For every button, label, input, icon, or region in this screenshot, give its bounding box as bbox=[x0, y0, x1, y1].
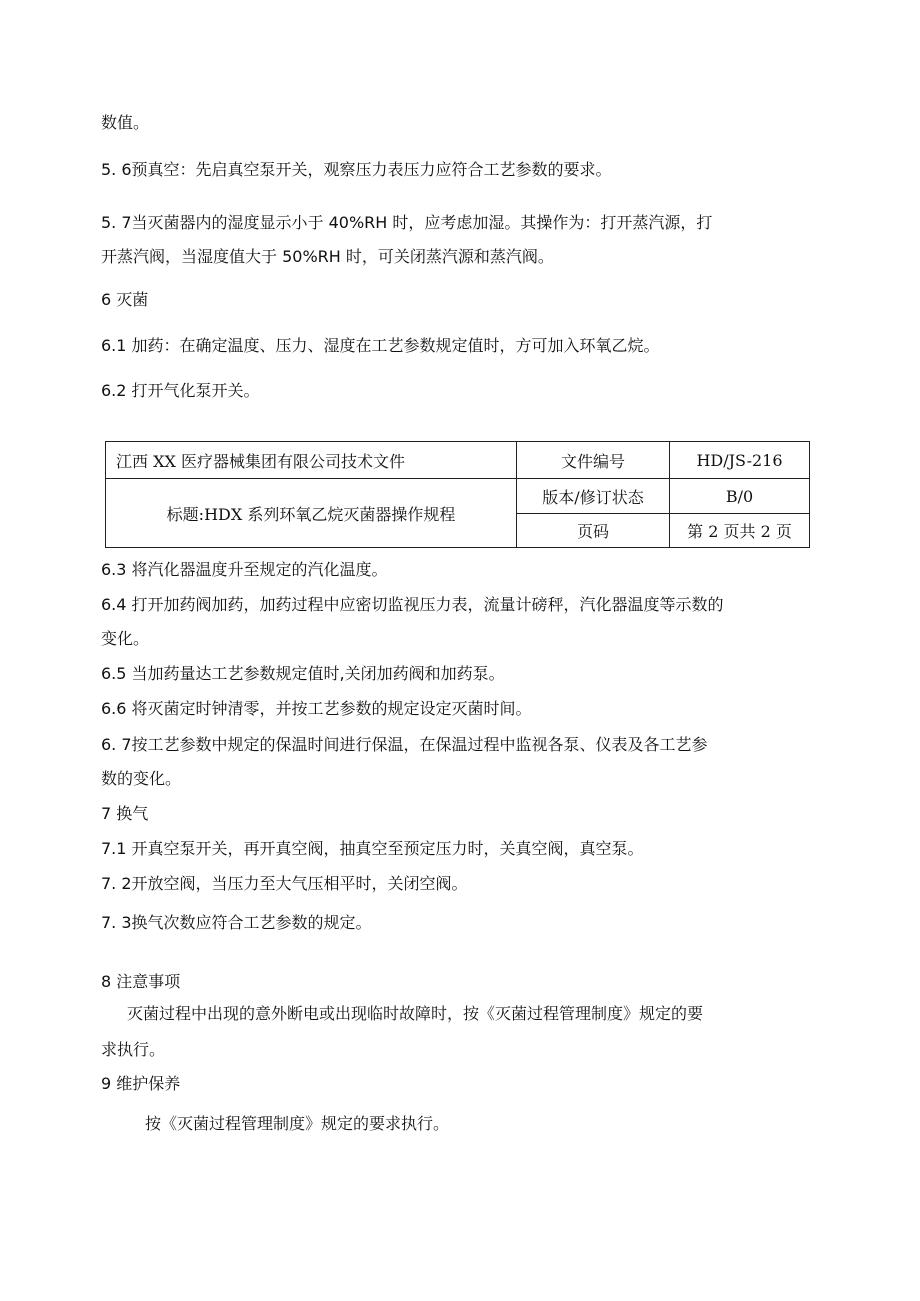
section-heading: 6 灭菌 bbox=[101, 290, 149, 309]
document-header-table bbox=[105, 441, 810, 548]
doc-number-value: HD/JS-216 bbox=[670, 442, 810, 479]
section-heading: 8 注意事项 bbox=[101, 972, 181, 991]
text-line: 6. 7按工艺参数中规定的保温时间进行保温，在保温过程中监视各泵、仪表及各工艺参 bbox=[101, 735, 708, 754]
text-line: 7. 2开放空阀，当压力至大气压相平时，关闭空阀。 bbox=[101, 874, 468, 893]
page-value: 第 2 页共 2 页 bbox=[670, 514, 810, 548]
page-label: 页码 bbox=[517, 514, 670, 548]
text-line: 6.2 打开气化泵开关。 bbox=[101, 381, 260, 400]
text-line: 按《灭菌过程管理制度》规定的要求执行。 bbox=[145, 1114, 450, 1133]
text-line: 6.3 将汽化器温度升至规定的汽化温度。 bbox=[101, 560, 388, 579]
text-line: 数值。 bbox=[101, 113, 150, 132]
text-line: 6.5 当加药量达工艺参数规定值时,关闭加药阀和加药泵。 bbox=[101, 664, 505, 683]
text-line: 求执行。 bbox=[101, 1040, 166, 1059]
section-heading: 9 维护保养 bbox=[101, 1074, 181, 1093]
text-line: 7. 3换气次数应符合工艺参数的规定。 bbox=[101, 913, 372, 932]
text-line: 数的变化。 bbox=[101, 769, 182, 788]
text-line: 6.1 加药：在确定温度、压力、湿度在工艺参数规定值时，方可加入环氧乙烷。 bbox=[101, 336, 660, 355]
text-line: 5. 7当灭菌器内的湿度显示小于 40%RH 时，应考虑加湿。其操作为：打开蒸汽源，打 bbox=[101, 213, 713, 232]
text-line: 灭菌过程中出现的意外断电或出现临时故障时，按《灭菌过程管理制度》规定的要 bbox=[127, 1004, 704, 1023]
doc-title: 标题:HDX 系列环氧乙烷灭菌器操作规程 bbox=[106, 479, 517, 548]
section-heading: 7 换气 bbox=[101, 804, 149, 823]
text-line: 变化。 bbox=[101, 629, 150, 648]
version-value: B/0 bbox=[670, 479, 810, 514]
text-line: 6.4 打开加药阀加药，加药过程中应密切监视压力表，流量计磅秤，汽化器温度等示数的 bbox=[101, 595, 724, 614]
company-name: 江西 XX 医疗器械集团有限公司技术文件 bbox=[106, 442, 517, 479]
text-line: 开蒸汽阀，当湿度值大于 50%RH 时，可关闭蒸汽源和蒸汽阀。 bbox=[101, 247, 554, 266]
doc-number-label: 文件编号 bbox=[517, 442, 670, 479]
text-line: 7.1 开真空泵开关，再开真空阀，抽真空至预定压力时，关真空阀，真空泵。 bbox=[101, 839, 644, 858]
version-label: 版本/修订状态 bbox=[517, 479, 670, 514]
text-line: 5. 6预真空：先启真空泵开关，观察压力表压力应符合工艺参数的要求。 bbox=[101, 160, 612, 179]
text-line: 6.6 将灭菌定时钟清零，并按工艺参数的规定设定灭菌时间。 bbox=[101, 699, 532, 718]
